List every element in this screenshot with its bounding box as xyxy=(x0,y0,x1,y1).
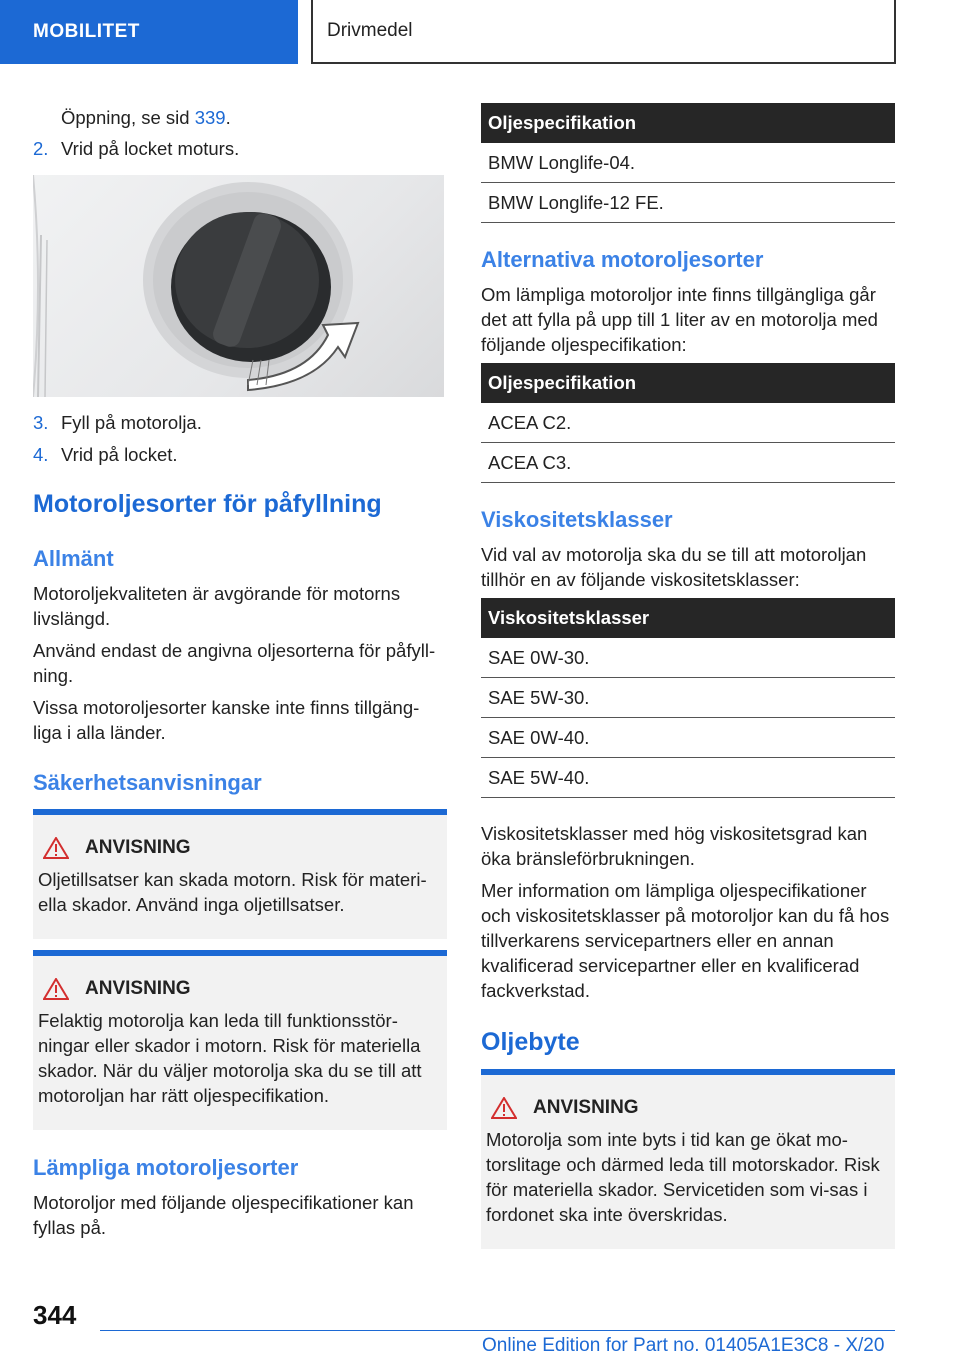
oil-cap-illustration xyxy=(33,175,444,397)
warning-text: Oljetillsatser kan skada motorn. Risk för materi-ella skador. Använd inga oljetillsatser. xyxy=(38,869,427,915)
table-row: ACEA C3. xyxy=(481,443,895,483)
chapter-title: Drivmedel xyxy=(327,20,413,41)
subsection-viscosity: Viskositetsklasser xyxy=(481,507,673,532)
table-row: BMW Longlife-12 FE. xyxy=(481,183,895,223)
warning-box xyxy=(33,809,447,939)
step-1-end: . xyxy=(225,107,231,128)
step-number: 3. xyxy=(33,412,49,433)
warning-title xyxy=(43,837,442,859)
section-title-oil-types: Motoroljesorter för påfyllning xyxy=(33,490,382,518)
paragraph: Viskositetsklasser med hög viskositetsgrad kan öka bränsleförbrukningen. xyxy=(481,823,868,869)
table-row: BMW Longlife-04. xyxy=(481,143,895,183)
spec-table-1 xyxy=(481,103,895,223)
warning-text: Felaktig motorolja kan leda till funktionsstör-ningar eller skador i motorn. Risk för materiella skador. När du väljer motorolja ska du se till att motoroljan har rätt oljespecifikation. xyxy=(38,1010,422,1106)
table-row: SAE 0W-40. xyxy=(481,718,895,758)
warning-title xyxy=(491,1097,890,1119)
paragraph: Motoroljor med följande oljespecifikationer kan fyllas på. xyxy=(33,1192,414,1238)
subsection-general: Allmänt xyxy=(33,546,114,571)
warning-label: ANVISNING xyxy=(533,1097,639,1118)
warning-icon xyxy=(43,837,69,859)
step-text: Vrid på locket moturs. xyxy=(61,138,240,159)
spec-table-2 xyxy=(481,363,895,483)
subsection-suitable: Lämpliga motoroljesorter xyxy=(33,1155,299,1180)
warning-text: Motorolja som inte byts i tid kan ge ökat mo-torslitage och därmed leda till motorskador. Risk för materiella skador. Servicetiden som vi-sas i fordonet ska inte överskridas. xyxy=(486,1129,880,1225)
step-1-text: Öppning, se sid xyxy=(61,107,195,128)
section-title: MOBILITET xyxy=(33,21,140,42)
table-header: Oljespecifikation xyxy=(481,363,895,403)
table-row: SAE 5W-30. xyxy=(481,678,895,718)
paragraph: Motoroljekvaliteten är avgörande för motorns livslängd. xyxy=(33,583,401,629)
warning-label: ANVISNING xyxy=(85,978,191,999)
step-text: Fyll på motorolja. xyxy=(61,412,202,433)
viscosity-table xyxy=(481,598,895,798)
step-1-continuation xyxy=(61,105,231,130)
warning-box xyxy=(33,950,447,1130)
step-number: 4. xyxy=(33,444,49,465)
warning-title xyxy=(43,978,442,1000)
table-row: SAE 5W-40. xyxy=(481,758,895,798)
table-row: SAE 0W-30. xyxy=(481,638,895,678)
subsection-safety: Säkerhetsanvisningar xyxy=(33,770,262,795)
warning-label: ANVISNING xyxy=(85,837,191,858)
step-2 xyxy=(33,136,239,161)
footer-edition: Online Edition for Part no. 01405A1E3C8 - X/20 xyxy=(482,1335,885,1356)
warning-box xyxy=(481,1069,895,1249)
chapter-header xyxy=(311,0,896,64)
warning-icon xyxy=(491,1097,517,1119)
section-title-oil-change: Oljebyte xyxy=(481,1028,580,1056)
page-link[interactable]: 339 xyxy=(194,107,226,128)
step-number: 2. xyxy=(33,138,49,159)
footer-divider xyxy=(100,1330,895,1331)
paragraph: Mer information om lämpliga oljespecifikationer och viskositetsklasser på motoroljor kan du få hos tillverkarens servicepartners eller en annan kvalificerad servicepartner eller en kvalificerad fackverkstad. xyxy=(481,880,890,1001)
table-header: Viskositetsklasser xyxy=(481,598,895,638)
paragraph: Om lämpliga motoroljor inte finns tillgängliga går det att fylla på upp till 1 liter av en motorolja med följande oljespecifikation: xyxy=(481,284,878,355)
table-row: ACEA C2. xyxy=(481,403,895,443)
step-3 xyxy=(33,410,202,435)
paragraph: Vid val av motorolja ska du se till att motoroljan tillhör en av följande viskositetsklasser: xyxy=(481,544,867,590)
step-text: Vrid på locket. xyxy=(61,444,178,465)
page-number: 344 xyxy=(33,1300,77,1330)
table-header: Oljespecifikation xyxy=(481,103,895,143)
paragraph: Vissa motoroljesorter kanske inte finns tillgäng-liga i alla länder. xyxy=(33,697,420,743)
step-4 xyxy=(33,442,178,467)
subsection-alternative: Alternativa motoroljesorter xyxy=(481,247,764,272)
paragraph: Använd endast de angivna oljesorterna för påfyll-ning. xyxy=(33,640,436,686)
section-tab xyxy=(0,0,298,64)
warning-icon xyxy=(43,978,69,1000)
